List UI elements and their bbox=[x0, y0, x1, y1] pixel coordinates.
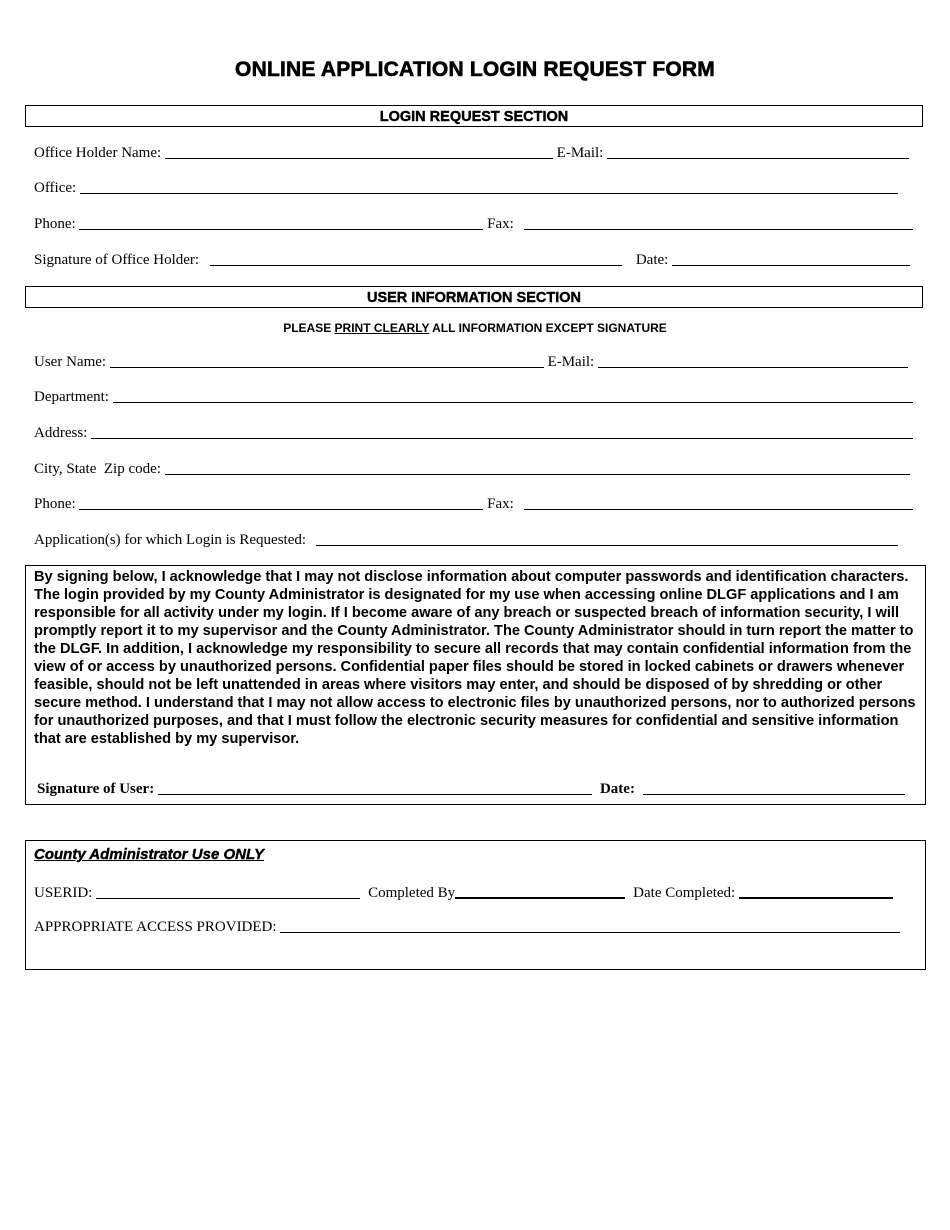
city-state-zip-field[interactable] bbox=[165, 460, 910, 475]
city-state-zip-row bbox=[34, 458, 910, 478]
user-name-label: User Name: bbox=[34, 354, 110, 370]
user-signature-label: Signature of User: bbox=[37, 781, 158, 797]
note-suffix: ALL INFORMATION EXCEPT SIGNATURE bbox=[429, 321, 667, 335]
date-completed-field[interactable] bbox=[739, 883, 893, 899]
acknowledgement-text: By signing below, I acknowledge that I may not disclose information about computer passwords and identification characters. The login provided by my County Administrator is designated for my use when accessing online DLGF applications and I am responsible for all activity under my login. If I become aware of any breach or suspected breach of information security, I will promptly report it to my supervisor and the County Administrator. The County Administrator should in turn report the matter to the DLGF. In addition, I acknowledge my responsibility to secure all records that may contain confidential information from the view of or access by unauthorized persons. Confidential paper files should be stored in locked cabinets or drawers whenever feasible, should not be left unattended in areas where visitors may enter, and should be disposed of by shredding or other secure method. I understand that I may not allow access to electronic files by unauthorized persons, nor to authorized persons for unauthorized purposes, and that I must follow the electronic security measures for confidential and sensitive information that are established by my supervisor. bbox=[34, 569, 916, 747]
user-name-row bbox=[34, 351, 908, 371]
form-title: ONLINE APPLICATION LOGIN REQUEST FORM bbox=[235, 58, 715, 81]
user-phone-label: Phone: bbox=[34, 496, 80, 512]
date-completed-label: Date Completed: bbox=[633, 885, 739, 901]
user-signature-field[interactable] bbox=[158, 780, 592, 795]
login-fax-field[interactable] bbox=[524, 215, 913, 230]
office-row bbox=[34, 177, 898, 197]
office-holder-signature-label: Signature of Office Holder: bbox=[34, 252, 203, 268]
completed-by-label: Completed By bbox=[368, 885, 456, 901]
user-phone-row bbox=[34, 493, 913, 513]
access-provided-field[interactable] bbox=[280, 918, 900, 933]
applications-row bbox=[34, 529, 898, 549]
department-field[interactable] bbox=[113, 388, 913, 403]
userid-field[interactable] bbox=[96, 884, 360, 899]
city-state-zip-label: City, State Zip code: bbox=[34, 461, 165, 477]
address-field[interactable] bbox=[91, 424, 913, 439]
completed-by-field[interactable] bbox=[455, 883, 625, 899]
user-signature-row bbox=[37, 778, 905, 798]
office-holder-email-label: E-Mail: bbox=[552, 145, 608, 161]
admin-userid-row bbox=[34, 882, 893, 902]
applications-field[interactable] bbox=[316, 531, 898, 546]
department-row bbox=[34, 386, 913, 406]
login-phone-label: Phone: bbox=[34, 216, 80, 232]
login-phone-field[interactable] bbox=[79, 215, 483, 230]
note-prefix: PLEASE bbox=[283, 321, 335, 335]
login-fax-label: Fax: bbox=[483, 216, 518, 232]
address-row bbox=[34, 422, 913, 442]
office-holder-signature-field[interactable] bbox=[210, 251, 622, 266]
user-fax-field[interactable] bbox=[524, 495, 913, 510]
office-holder-email-field[interactable] bbox=[607, 144, 909, 159]
department-label: Department: bbox=[34, 389, 113, 405]
office-holder-signature-row bbox=[34, 249, 910, 269]
user-information-section-heading: USER INFORMATION SECTION bbox=[25, 286, 923, 308]
county-administrator-heading: County Administrator Use ONLY bbox=[34, 846, 265, 863]
access-provided-label: APPROPRIATE ACCESS PROVIDED: bbox=[34, 919, 281, 935]
login-phone-row bbox=[34, 213, 913, 233]
note-emphasis: PRINT CLEARLY bbox=[334, 321, 430, 335]
office-holder-name-field[interactable] bbox=[165, 144, 553, 159]
office-field[interactable] bbox=[80, 179, 898, 194]
address-label: Address: bbox=[34, 425, 92, 441]
office-holder-date-field[interactable] bbox=[672, 251, 910, 266]
userid-label: USERID: bbox=[34, 885, 97, 901]
county-administrator-box bbox=[25, 840, 926, 970]
office-holder-row bbox=[34, 142, 909, 162]
user-signature-date-label: Date: bbox=[599, 781, 639, 797]
user-signature-date-field[interactable] bbox=[643, 780, 905, 795]
applications-label: Application(s) for which Login is Requested: bbox=[34, 532, 310, 548]
user-email-label: E-Mail: bbox=[543, 354, 598, 370]
user-fax-label: Fax: bbox=[483, 496, 518, 512]
admin-access-row bbox=[34, 916, 900, 936]
office-holder-name-label: Office Holder Name: bbox=[34, 145, 165, 161]
print-clearly-note bbox=[0, 321, 950, 335]
acknowledgement-box bbox=[25, 565, 926, 805]
user-email-field[interactable] bbox=[598, 353, 908, 368]
login-request-section-heading: LOGIN REQUEST SECTION bbox=[25, 105, 923, 127]
user-phone-field[interactable] bbox=[79, 495, 483, 510]
office-holder-date-label: Date: bbox=[635, 252, 673, 268]
user-name-field[interactable] bbox=[110, 353, 544, 368]
office-label: Office: bbox=[34, 180, 80, 196]
